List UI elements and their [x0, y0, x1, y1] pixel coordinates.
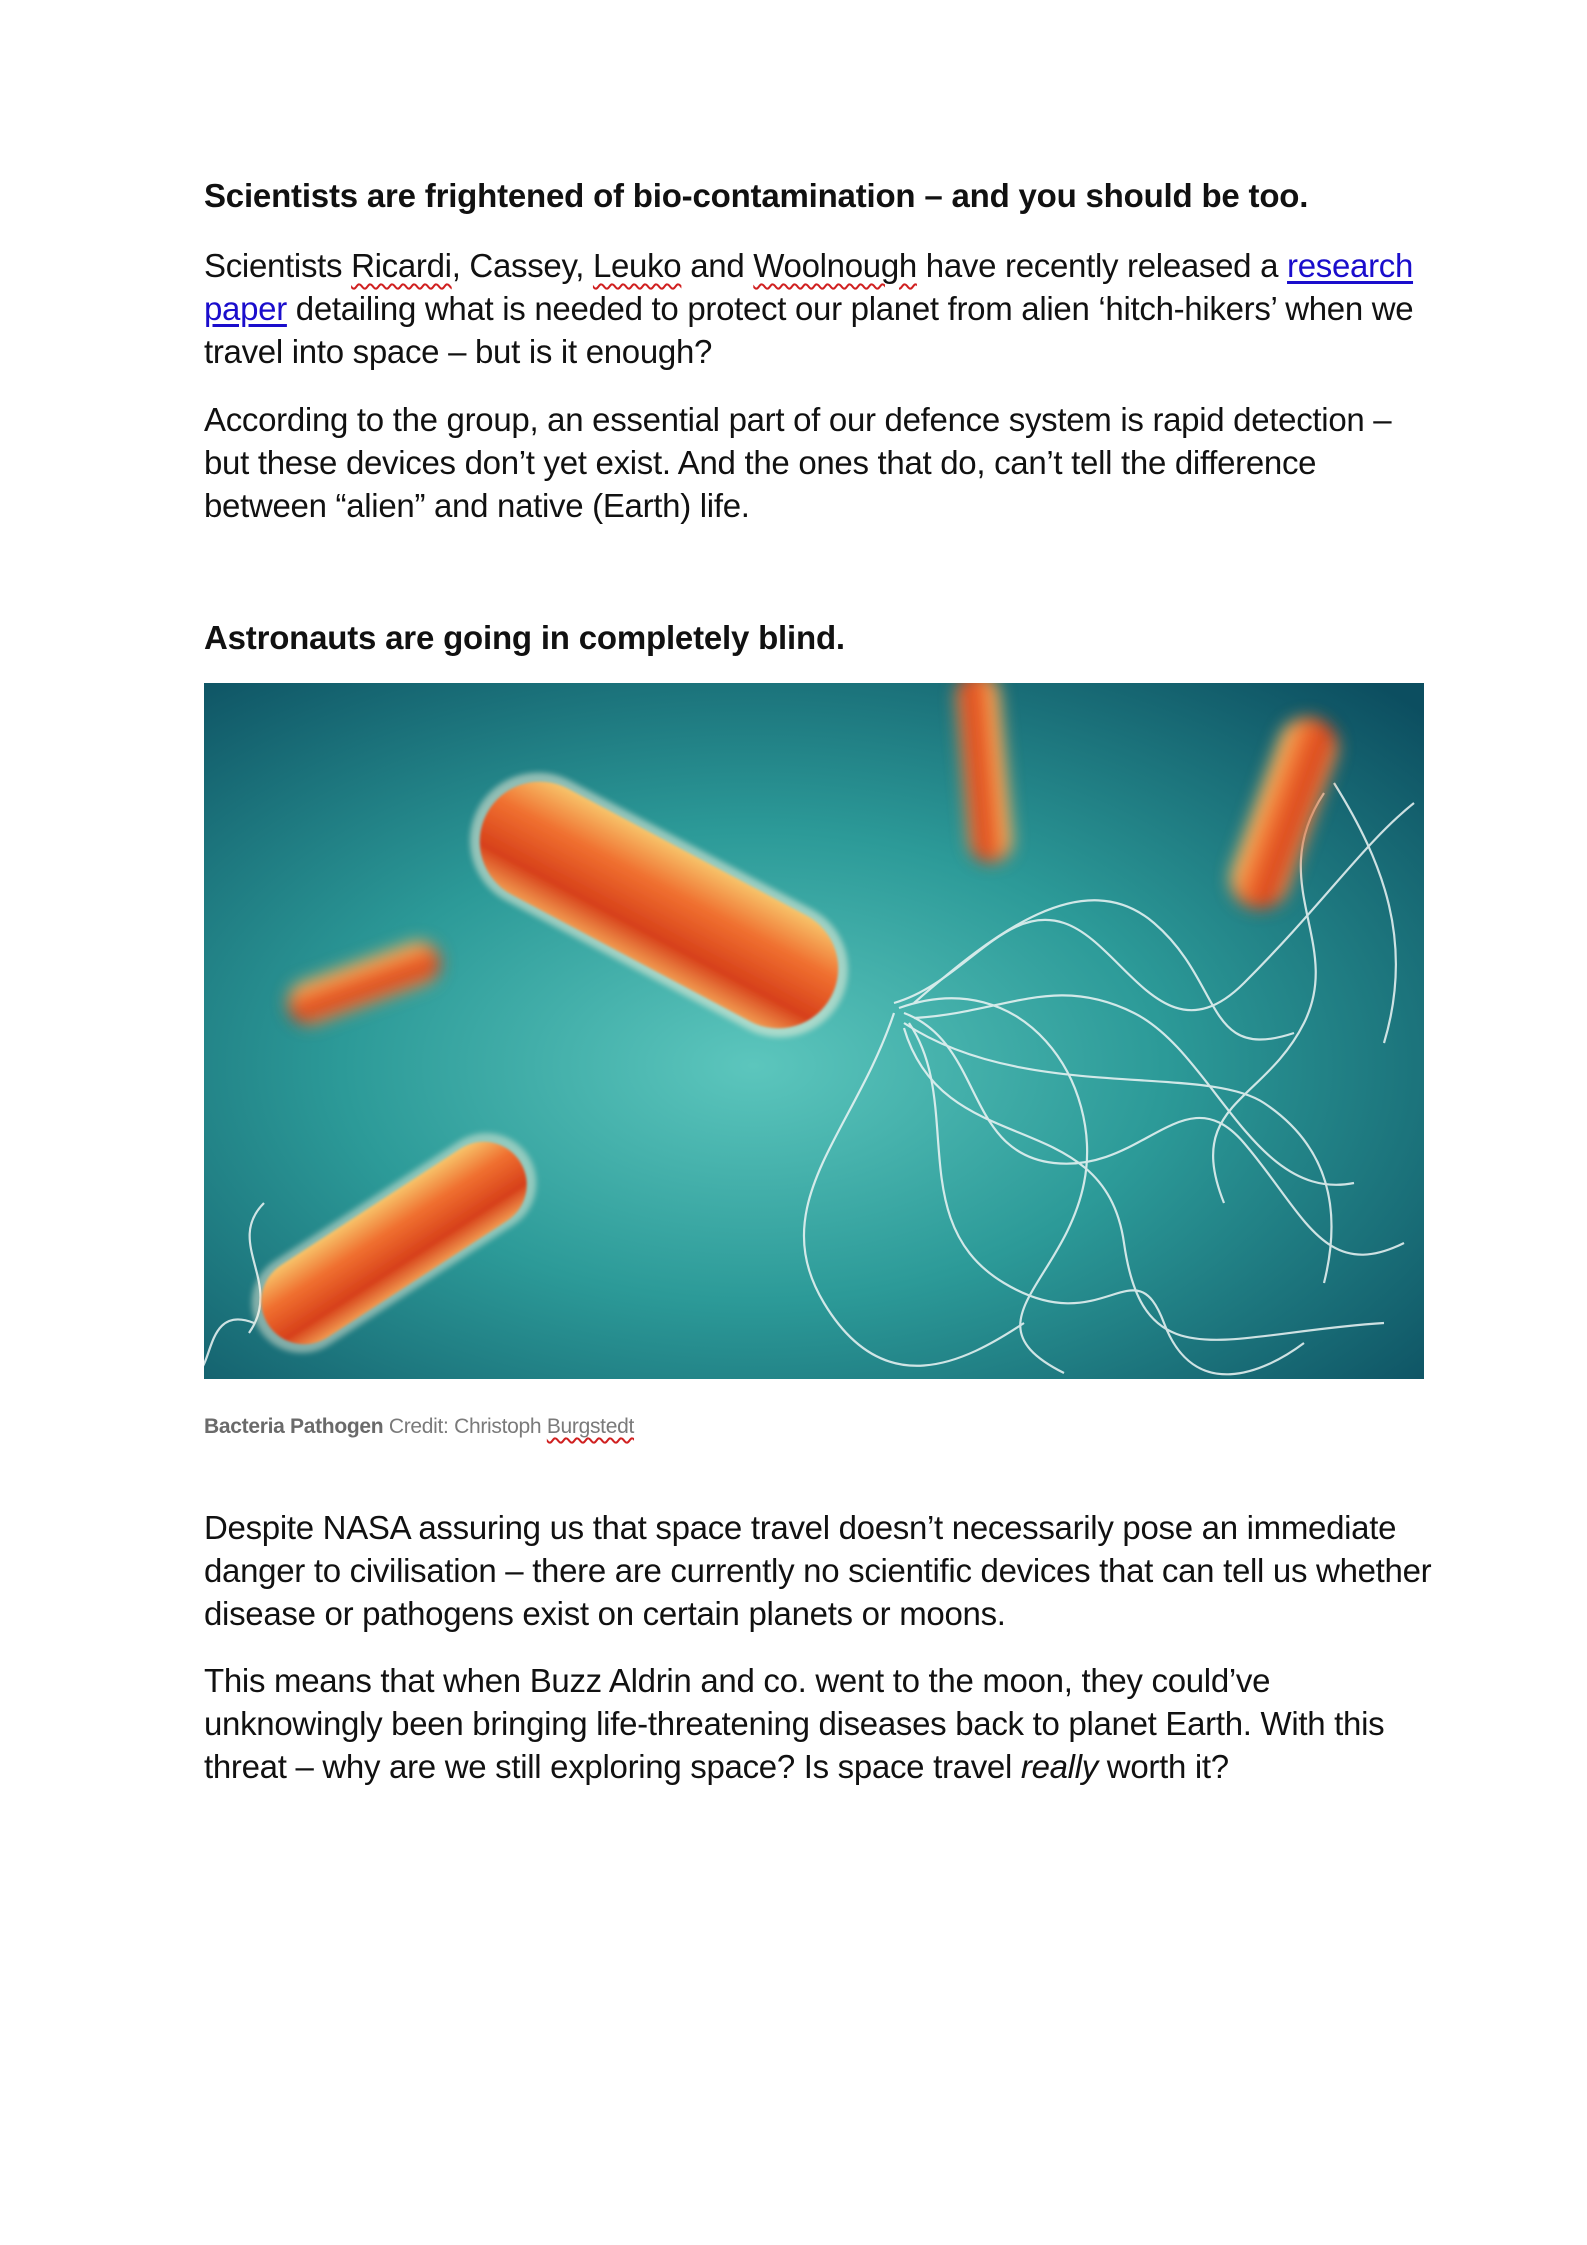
research-paper-link[interactable]: research paper — [204, 247, 1414, 327]
detection-paragraph: According to the group, an essential part of our defence system is rapid detection – but these devices don’t yet exist. And the ones that do, can’t tell the difference between “alien” and native (Earth) life. — [204, 401, 1392, 524]
intro-paragraph — [204, 244, 1444, 373]
spellcheck-word-woolnough[interactable]: Woolnough — [753, 247, 917, 284]
nasa-paragraph: Despite NASA assuring us that space travel doesn’t necessarily pose an immediate danger to civilisation – there are currently no scientific devices that can tell us whether disease or pathogens exist on certain planets or moons. — [204, 1509, 1432, 1632]
intro-suffix1: have recently released a — [916, 247, 1288, 284]
intro-suffix2: detailing what is needed to protect our planet from alien ‘hitch-hikers’ when we travel into space – but is it enough? — [204, 290, 1414, 370]
spellcheck-word-leuko[interactable]: Leuko — [592, 247, 682, 284]
image-caption — [204, 1405, 634, 1448]
intro-sep1: , Cassey, — [451, 247, 593, 284]
article-heading: Scientists are frightened of bio-contamination – and you should be too. — [204, 177, 1309, 214]
spellcheck-word-ricardi[interactable]: Ricardi — [351, 247, 452, 284]
conclusion-paragraph — [204, 1659, 1444, 1788]
section-heading: Astronauts are going in completely blind. — [204, 619, 845, 656]
caption-credit: Credit: Christoph — [383, 1415, 547, 1438]
emphasis-word: really — [1020, 1748, 1098, 1785]
intro-sep2: and — [681, 247, 754, 284]
conclusion-end: worth it? — [1097, 1748, 1229, 1785]
bacteria-illustration — [204, 683, 1424, 1379]
spellcheck-word-burgstedt[interactable]: Burgstedt — [546, 1415, 635, 1438]
conclusion-text: This means that when Buzz Aldrin and co. went to the moon, they could’ve unknowingly been bringing life-threatening diseases back to planet Earth. With this threat – why are we still exploring space? Is space travel — [204, 1662, 1385, 1785]
intro-prefix: Scientists — [204, 247, 352, 284]
caption-title: Bacteria Pathogen — [204, 1415, 384, 1438]
